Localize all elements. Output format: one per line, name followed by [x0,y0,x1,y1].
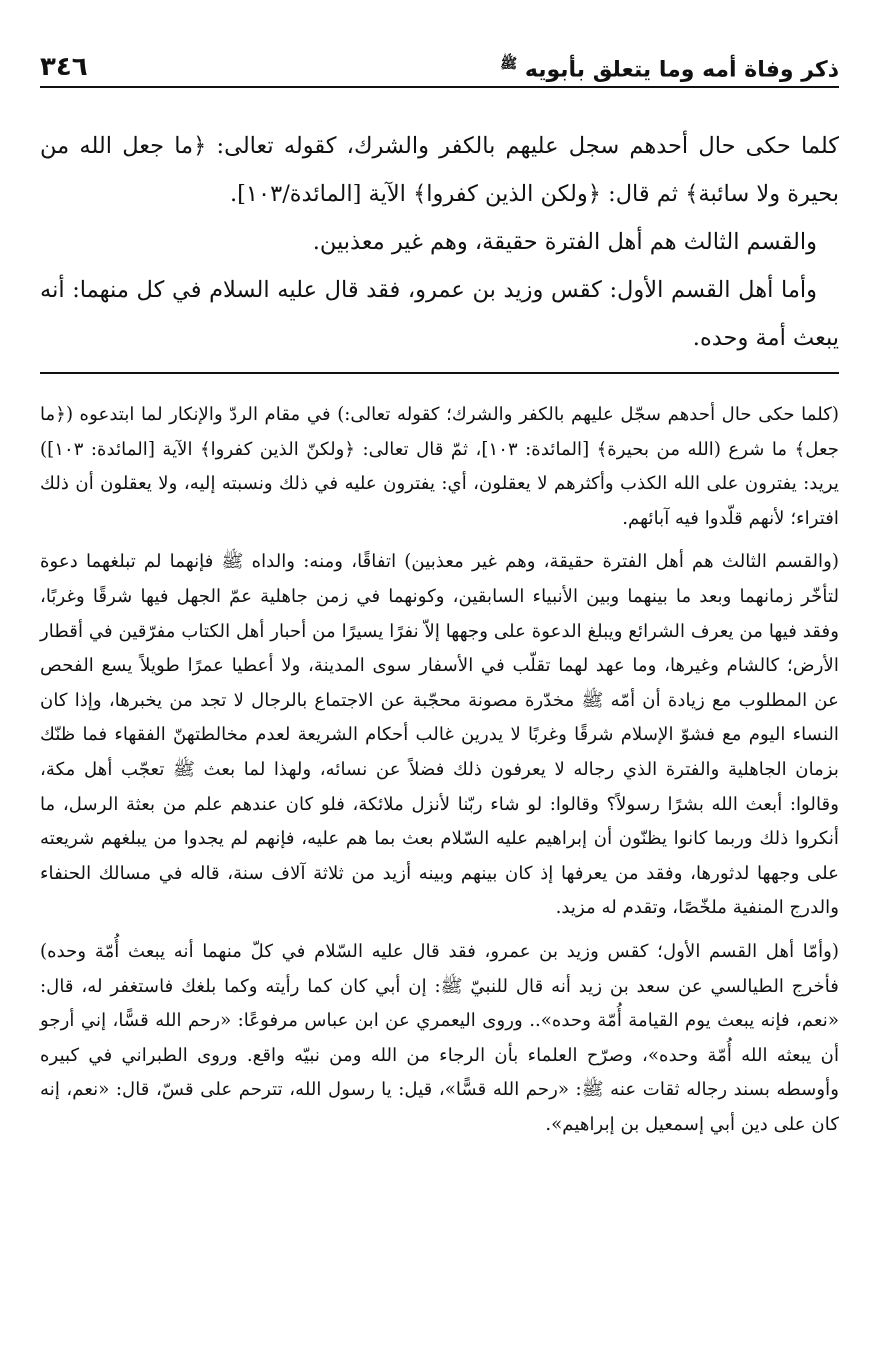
page-header [40,42,839,88]
main-text-paragraph-2: والقسم الثالث هم أهل الفترة حقيقة، وهم غير معذبين. [312,229,817,255]
commentary-paragraph-1: (كلما حكى حال أحدهم سجّل عليهم بالكفر والشرك؛ كقوله تعالى:) في مقام الردّ والإنكار لما ابتدعوه (﴿ما جعل﴾ ما شرع (الله من بحيرة﴾ [المائدة: ١٠٣]، ثمّ قال تعالى: ﴿ولكنّ الذين كفروا﴾ الآية [المائدة: ١٠٣]) يريد: يفترون على الله الكذب وأكثرهم لا يعقلون، أي: يفترون عليه في ذلك ونسبته إليه، ولا يعقلون أن ذلك افتراء؛ لأنهم قلّدوا فيه آبائهم. [40,404,840,529]
main-text-paragraph-1: كلما حكى حال أحدهم سجل عليهم بالكفر والشرك، كقوله تعالى: ﴿ما جعل الله من بحيرة ولا سائبة﴾ ثم قال: ﴿ولكن الذين كفروا﴾ الآية [المائدة/١٠٣]. [40,133,839,207]
commentary-paragraph-3: (وأمّا أهل القسم الأول؛ كقس وزيد بن عمرو، فقد قال عليه السّلام في كلّ منهما أنه يبعث أُمّة وحده) فأخرج الطيالسي عن سعد بن زيد أنه قال للنبيّ ﷺ: إن أبي كان كما رأيته وكما بلغك فاستغفر له، قال: «نعم، فإنه يبعث يوم القيامة أُمّة وحده».. وروى اليعمري عن ابن عباس مرفوعًا: «رحم الله قسًّا، إني أرجو أن يبعثه الله أُمّة وحده»، وصرّح العلماء بأن الرجاء من الله ومن نبيّه واقع. وروى الطبراني في كبيره وأوسطه بسند رجاله ثقات عنه ﷺ: «رحم الله قسًّا»، قيل: يا رسول الله، تترحم على قسّ، قال: «نعم، إنه كان على دين أبي إسمعيل بن إبراهيم». [40,940,839,1135]
running-title [500,55,839,82]
commentary-paragraph-2: (والقسم الثالث هم أهل الفترة حقيقة، وهم غير معذبين) اتفاقًا، ومنه: والداه ﷺ فإنهما لم تبلغهما دعوة لتأخّر زمانهما وبعد ما بينهما وبين الأنبياء السابقين، وكونهما في زمن جاهلية عمّ الجهل فيها شرقًا وغربًا، وفقد فيها من يعرف الشرائع ويبلغ الدعوة على وجهها إلاّ نفرًا يسيرًا من أحبار أهل الكتاب مفرّقين في أقطار الأرض؛ كالشام وغيرها، وما عهد لهما تقلّب في الأسفار سوى المدينة، ولا أعطيا عمرًا طويلاً يسع الفحص عن المطلوب مع زيادة أن أمّه ﷺ مخدّرة مصونة محجّبة عن الاجتماع بالرجال لا تجد من يخبرها، وإذا كان النساء اليوم مع فشوّ الإسلام شرقًا وغربًا لا يدرين غالب أحكام الشريعة لعدم مخالطتهنّ الفقهاء فما ظنّك بزمان الجاهلية والفترة الذي رجاله لا يعرفون ذلك فضلاً عن نسائه، ولهذا لما بعث ﷺ تعجّب أهل مكة، وقالوا: أبعث الله بشرًا رسولاً؟ وقالوا: لو شاء ربّنا لأنزل ملائكة، فلو كان عندهم علم من بعثة الرسل، ما أنكروا ذلك وربما كانوا يظنّون أن إبراهيم عليه السّلام بعث بما هم عليه، فإنهم لم يجدوا من يبلغهم شريعته على وجهها لدثورها، وفقد من يعرفها إذ كان بينهم وبينه أزيد من ثلاثة آلاف سنة، قاله في مسالك الحنفاء والدرج المنفية ملخّصًا، وتقدم له مزيد. [40,551,839,919]
main-text [40,122,839,362]
salawat-glyph: ﷺ [500,55,518,72]
page-number: ٣٤٦ [40,52,88,82]
running-title-text: ذكر وفاة أمه وما يتعلق بأبويه [524,57,839,82]
footnote-divider [40,372,839,374]
commentary-text [40,398,839,1151]
main-text-paragraph-3: وأما أهل القسم الأول: كقس وزيد بن عمرو، فقد قال عليه السلام في كل منهما: أنه يبعث أمة وحده. [40,277,839,351]
